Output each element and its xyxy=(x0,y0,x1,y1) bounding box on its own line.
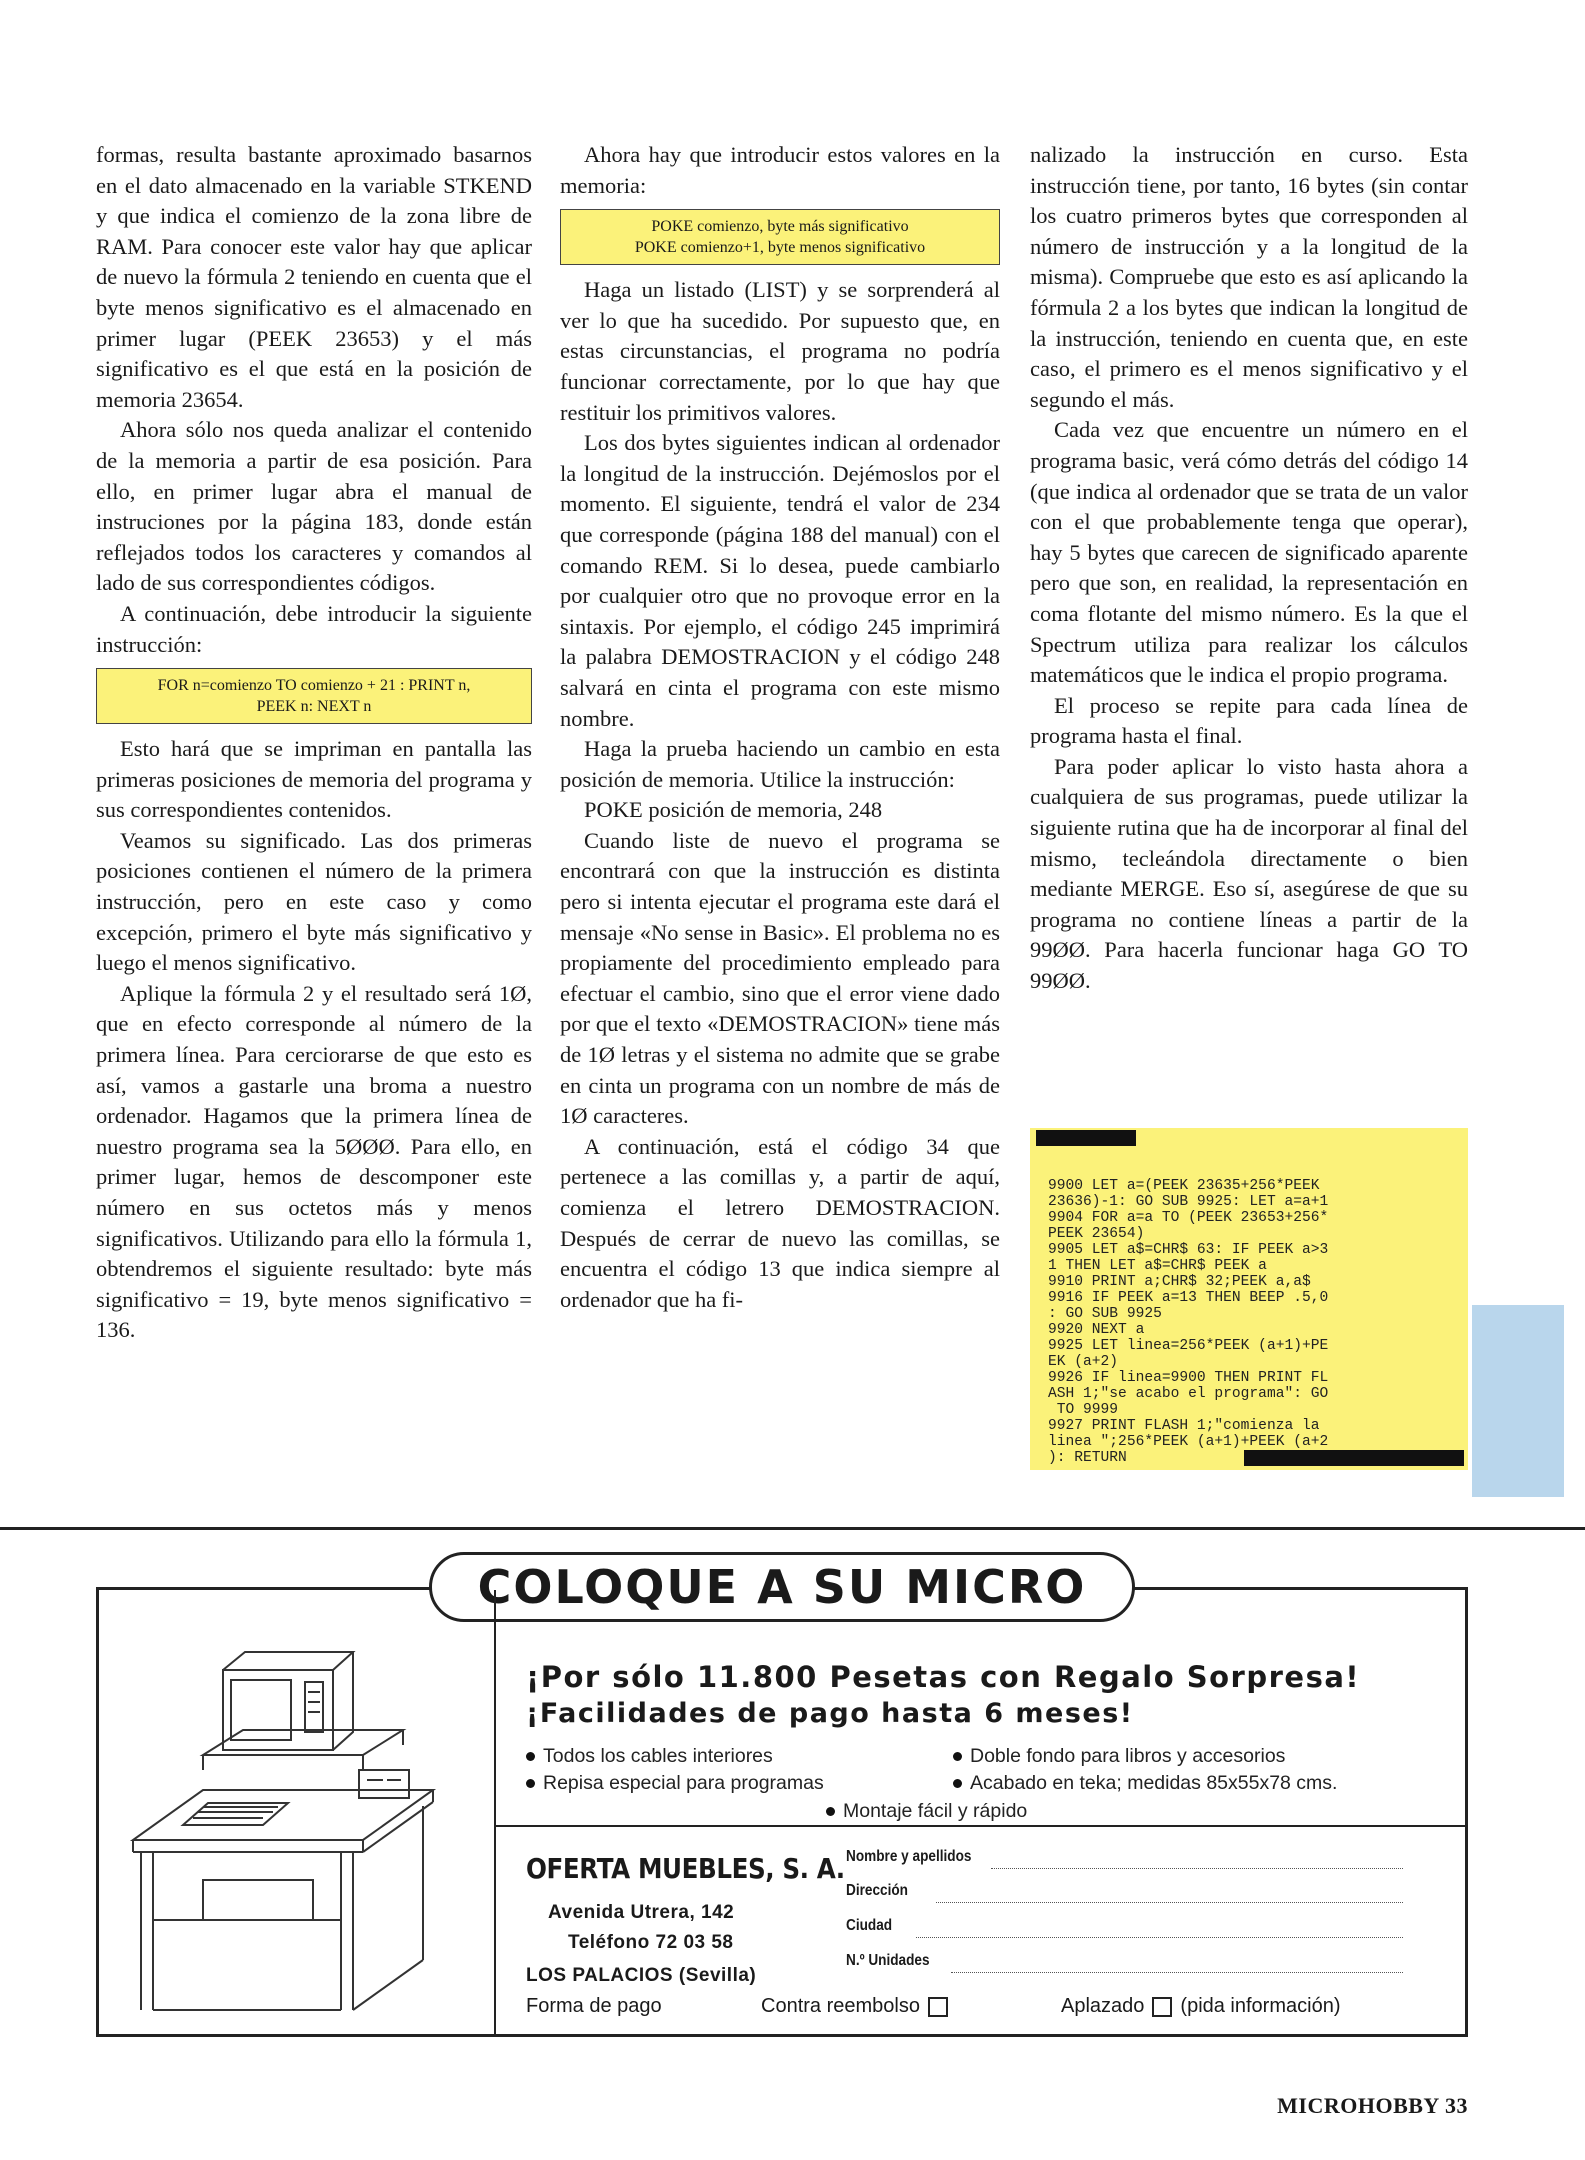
listing-code: 9900 LET a=(PEEK 23635+256*PEEK 23636)-1: GO SUB 9925: LET a=a+1 9904 FOR a=a TO (PEEK 23653+256* PEEK 23654) 9905 LET a$=CHR$ 63: IF PEEK a>3 1 THEN LET a$=CHR$ PEEK a 9910 PRINT a;CHR$ 32;PEEK a,a$ 9916 IF PEEK a=13 THEN BEEP .5,0 : GO SUB 9925 9920 NEXT a 9925 LET linea=256*PEEK (a+1)+PE EK (a+2) 9926 IF linea=9900 THEN PRINT FL ASH 1;"se acabo el programa": GO TO 9999 9927 PRINT FLASH 1;"comienza la linea ";256*PEEK (a+1)+PEEK (a+2 ): RETURN xyxy=(1048,1178,1329,1466)
ad-feature: Montaje fácil y rápido xyxy=(826,1800,1027,1823)
page-edge-tab xyxy=(1472,1305,1564,1497)
ad-divider xyxy=(496,1825,1465,1827)
bullet-icon xyxy=(953,1779,962,1788)
code-line: POKE comienzo+1, byte menos significativo xyxy=(634,239,926,257)
ad-feature: Todos los cables interiores xyxy=(526,1745,773,1768)
bullet-icon xyxy=(526,1779,535,1788)
paragraph: Ahora sólo nos queda analizar el contenido de la memoria a partir de esa posición. Para ello, en primer lugar abra el manual de instruciones por la página 183, donde están reflejados todos los caracteres y comandos al lado de sus correspondientes códigos. xyxy=(96,417,532,596)
checkbox-icon[interactable] xyxy=(1152,1997,1172,2017)
ad-company-name: OFERTA MUEBLES, S. A. xyxy=(526,1852,845,1885)
payment-option-deferred[interactable]: Aplazado (pida información) xyxy=(1061,1995,1341,2017)
advertisement xyxy=(96,1560,1468,2037)
code-box-for-loop xyxy=(96,668,532,724)
bullet-icon xyxy=(526,1752,535,1761)
ad-financing-line: ¡Facilidades de pago hasta 6 meses! xyxy=(526,1698,1134,1729)
ad-phone: Teléfono 72 03 58 xyxy=(568,1932,734,1953)
code-statement: POKE posición de memoria, 248 xyxy=(584,797,883,823)
paragraph: Los dos bytes siguientes indican al ordenador la longitud de la instrucción. Dejémoslos por el momento. El siguiente, tendrá el valor de 234 que corresponde (página 188 del manual) con el comando REM. Si lo desea, puede cambiarlo por cualquier otro que no provoque error en la sintaxis. Por ejemplo, el código 245 imprimirá la palabra DEMOSTRACION y el código 248 salvará en cinta el programa con este mismo nombre. xyxy=(560,430,1000,731)
paragraph: Veamos su significado. Las dos primeras posiciones contienen el número de la primera instrucción, pero en este caso y como excepción, primero el byte más significativo y luego el menos significativo. xyxy=(96,827,532,976)
ad-feature: Repisa especial para programas xyxy=(526,1772,824,1795)
payment-label: Forma de pago xyxy=(526,1995,662,2017)
paragraph: El proceso se repite para cada línea de programa hasta el final. xyxy=(1030,692,1468,749)
paragraph: Para poder aplicar lo visto hasta ahora a cualquiera de sus programas, puede utilizar la siguiente rutina que ha de incorporar al final del mismo, tecleándola directamente o bien mediante MERGE. Eso sí, asegúrese de que su programa no contiene líneas a partir de la 99ØØ. Para hacerla funcionar haga GO TO 99ØØ. xyxy=(1030,753,1468,994)
listing-bar xyxy=(1244,1450,1464,1466)
ad-feature: Acabado en teka; medidas 85x55x78 cms. xyxy=(953,1772,1337,1795)
code-box-poke xyxy=(560,209,1000,265)
magazine-name: MICROHOBBY xyxy=(1277,2093,1439,2118)
article-column-2 xyxy=(560,140,1000,1315)
paragraph: Ahora hay que introducir estos valores en la memoria: xyxy=(560,142,1000,198)
listing-bar xyxy=(1036,1130,1136,1146)
ad-address: Avenida Utrera, 142 xyxy=(548,1902,735,1923)
form-field-units[interactable] xyxy=(951,1972,1403,1973)
checkbox-icon[interactable] xyxy=(928,1997,948,2017)
paragraph: formas, resulta bastante aproximado basarnos en el dato almacenado en la variable STKEND y que indica el comienzo de la zona libre de RAM. Para conocer este valor hay que aplicar de nuevo la fórmula 2 teniendo en cuenta que el byte menos significativo es el almacenado en primer lugar (PEEK 23653) y el más significativo es el que está en la posición de memoria 23654. xyxy=(96,142,532,412)
paragraph: Cuando liste de nuevo el programa se encontrará con que la instrucción es distinta pero si intenta ejecutar el programa este dará el mensaje «No sense in Basic». El problema no es propiamente del procedimiento empleado para efectuar el cambio, sino que el error viene dado por que el texto «DEMOSTRACION» tiene más de 1Ø letras y el sistema no admite que se grabe en cinta un programa con un nombre de más de 1Ø caracteres. xyxy=(560,827,1000,1129)
bullet-icon xyxy=(953,1752,962,1761)
ad-title: COLOQUE A SU MICRO xyxy=(429,1552,1135,1622)
basic-listing xyxy=(1030,1128,1468,1470)
paragraph: A continuación, está el código 34 que pertenece a las comillas y, a partir de aquí, comienza el letrero DEMOSTRACION. Después de cerrar de nuevo las comillas, se encuentra el código 13 que indica siempre al ordenador que ha fi- xyxy=(560,1133,1000,1312)
article-column-1 xyxy=(96,140,532,1346)
form-field-city[interactable] xyxy=(916,1937,1403,1938)
form-label-name: Nombre y apellidos xyxy=(846,1848,972,1865)
form-field-name[interactable] xyxy=(991,1868,1403,1869)
code-line: PEEK n: NEXT n xyxy=(256,698,372,716)
form-label-address: Dirección xyxy=(846,1882,908,1899)
paragraph: nalizado la instrucción en curso. Esta instrucción tiene, por tanto, 16 bytes (sin contar los cuatro primeros bytes que corresponden al número de instrucción y a la longitud de la misma). Compruebe que esto es así aplicando la fórmula 2 a los bytes que indican la longitud de la instrucción, teniendo en cuenta que, en este caso, el primero es el menos significativo y el segundo el más. xyxy=(1030,142,1468,412)
code-line: POKE comienzo, byte más significativo xyxy=(651,218,909,236)
ad-content xyxy=(494,1590,1465,2034)
page-number: 33 xyxy=(1445,2093,1468,2118)
paragraph: Aplique la fórmula 2 y el resultado será 1Ø, que en efecto corresponde al número de la primera línea. Para cerciorarse de que esto es así, vamos a gastarle una broma a nuestro ordenador. Hagamos que la primera línea de nuestro programa sea la 5ØØØ. Para ello, en primer lugar, hemos de descomponer este número en sus octetos más y menos significativos. Utilizando para ello la fórmula 1, obtendremos el siguiente resultado: byte más significativo = 19, byte menos significativo = 136. xyxy=(96,980,532,1343)
page-footer xyxy=(1277,2093,1468,2119)
article-column-3 xyxy=(1030,140,1468,997)
paragraph: Haga un listado (LIST) y se sorprenderá al ver lo que ha sucedido. Por supuesto que, en estas circunstancias, el programa no podría funcionar correctamente, por lo que hay que restituir los primitivos valores. xyxy=(560,277,1000,425)
bullet-icon xyxy=(826,1807,835,1816)
ad-city: LOS PALACIOS (Sevilla) xyxy=(526,1965,757,1986)
paragraph: Esto hará que se impriman en pantalla las primeras posiciones de memoria del programa y sus correspondientes contenidos. xyxy=(96,736,532,823)
computer-desk-illustration xyxy=(113,1620,483,2020)
ad-feature: Doble fondo para libros y accesorios xyxy=(953,1745,1285,1768)
form-label-units: N.º Unidades xyxy=(846,1952,930,1969)
form-field-address[interactable] xyxy=(936,1902,1403,1903)
ad-price-line: ¡Por sólo 11.800 Pesetas con Regalo Sorpresa! xyxy=(526,1660,1361,1694)
payment-option-cod[interactable]: Contra reembolso xyxy=(761,1995,956,2018)
paragraph: A continuación, debe introducir la siguiente instrucción: xyxy=(96,600,532,657)
paragraph: Cada vez que encuentre un número en el programa basic, verá cómo detrás del código 14 (que indica al ordenador que se trata de un valor con el que probablemente tenga que operar), hay 5 bytes que carecen de significado aparente pero que son, en realidad, la representación en coma flotante del mismo número. Es la que el Spectrum utiliza para realizar los cálculos matemáticos que le indica el propio programa. xyxy=(1030,417,1468,688)
code-line: FOR n=comienzo TO comienzo + 21 : PRINT n, xyxy=(157,677,471,695)
section-divider xyxy=(0,1527,1585,1530)
paragraph: Haga la prueba haciendo un cambio en esta posición de memoria. Utilice la instrucción: xyxy=(560,736,1000,792)
form-label-city: Ciudad xyxy=(846,1917,893,1934)
